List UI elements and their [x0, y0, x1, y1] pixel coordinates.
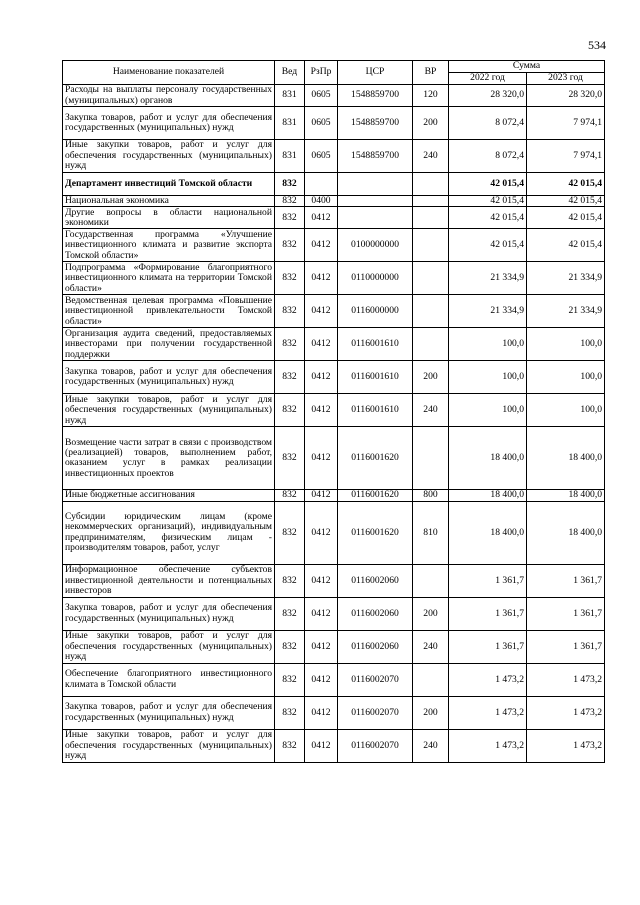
row-sum-2022: 18 400,0: [449, 501, 527, 564]
row-name: Закупка товаров, работ и услуг для обеспечения государственных (муниципальных) нужд: [63, 597, 275, 630]
row-rzpr: 0412: [305, 564, 338, 597]
row-sum-2022: 42 015,4: [449, 196, 527, 207]
row-rzpr: 0412: [305, 295, 338, 328]
row-csr: 0116002060: [338, 597, 413, 630]
row-name: Иные закупки товаров, работ и услуг для обеспечения государственных (муниципальных) нужд: [63, 394, 275, 427]
table-row: [63, 85, 605, 107]
row-sum-2023: 21 334,9: [527, 295, 605, 328]
row-vr: 200: [413, 361, 449, 394]
table-row: [63, 295, 605, 328]
row-ved: 831: [275, 85, 305, 107]
table-row: [63, 361, 605, 394]
row-rzpr: 0400: [305, 196, 338, 207]
row-csr: 0100000000: [338, 229, 413, 262]
row-rzpr: 0412: [305, 630, 338, 663]
table-header: [63, 61, 605, 85]
row-sum-2023: 100,0: [527, 328, 605, 361]
budget-table: [62, 60, 605, 763]
row-sum-2023: 7 974,1: [527, 107, 605, 140]
table-row: [63, 427, 605, 490]
row-ved: 832: [275, 696, 305, 729]
row-name: Иные закупки товаров, работ и услуг для обеспечения государственных (муниципальных) нужд: [63, 630, 275, 663]
row-sum-2023: 18 400,0: [527, 501, 605, 564]
row-sum-2023: 100,0: [527, 394, 605, 427]
row-vr: [413, 229, 449, 262]
table-row: [63, 501, 605, 564]
header-csr: ЦСР: [338, 61, 413, 85]
row-sum-2023: 1 473,2: [527, 729, 605, 762]
row-sum-2022: 21 334,9: [449, 295, 527, 328]
table-row: [63, 229, 605, 262]
row-name: Закупка товаров, работ и услуг для обеспечения государственных (муниципальных) нужд: [63, 361, 275, 394]
header-vr: ВР: [413, 61, 449, 85]
row-vr: 240: [413, 729, 449, 762]
row-ved: 832: [275, 630, 305, 663]
row-ved: 832: [275, 295, 305, 328]
row-vr: 240: [413, 140, 449, 173]
row-rzpr: 0605: [305, 107, 338, 140]
row-csr: 1548859700: [338, 107, 413, 140]
header-rzpr: РзПр: [305, 61, 338, 85]
row-rzpr: 0412: [305, 490, 338, 501]
row-name: Государственная программа «Улучшение инвестиционного климата и развитие экспорта Томской области»: [63, 229, 275, 262]
row-sum-2023: 1 361,7: [527, 564, 605, 597]
row-sum-2023: 18 400,0: [527, 490, 605, 501]
row-ved: 832: [275, 173, 305, 196]
row-csr: 0116002070: [338, 663, 413, 696]
row-csr: 0116000000: [338, 295, 413, 328]
row-ved: 832: [275, 394, 305, 427]
row-rzpr: 0412: [305, 597, 338, 630]
row-name: Закупка товаров, работ и услуг для обеспечения государственных (муниципальных) нужд: [63, 696, 275, 729]
row-sum-2022: 42 015,4: [449, 207, 527, 229]
row-sum-2022: 1 473,2: [449, 663, 527, 696]
row-vr: [413, 207, 449, 229]
row-sum-2022: 8 072,4: [449, 140, 527, 173]
row-sum-2022: 28 320,0: [449, 85, 527, 107]
row-sum-2022: 42 015,4: [449, 173, 527, 196]
row-name: Обеспечение благоприятного инвестиционного климата в Томской области: [63, 663, 275, 696]
row-rzpr: 0412: [305, 361, 338, 394]
row-sum-2022: 18 400,0: [449, 490, 527, 501]
row-name: Иные закупки товаров, работ и услуг для обеспечения государственных (муниципальных) нужд: [63, 140, 275, 173]
row-sum-2023: 1 361,7: [527, 597, 605, 630]
row-ved: 832: [275, 501, 305, 564]
table-row: [63, 597, 605, 630]
row-csr: 0116002060: [338, 564, 413, 597]
row-csr: 0116001620: [338, 501, 413, 564]
row-csr: [338, 196, 413, 207]
row-sum-2023: 18 400,0: [527, 427, 605, 490]
row-ved: 832: [275, 207, 305, 229]
row-rzpr: 0605: [305, 85, 338, 107]
row-name: Информационное обеспечение субъектов инвестиционной деятельности и потенциальных инвесторов: [63, 564, 275, 597]
row-csr: 0116001620: [338, 427, 413, 490]
row-rzpr: 0412: [305, 229, 338, 262]
table-row: [63, 729, 605, 762]
page-number: 534: [588, 38, 606, 52]
row-vr: 810: [413, 501, 449, 564]
table-row: [63, 207, 605, 229]
row-ved: 831: [275, 107, 305, 140]
table-body: [63, 85, 605, 763]
row-csr: 0116001610: [338, 361, 413, 394]
row-csr: 0116002070: [338, 696, 413, 729]
row-name: Субсидии юридическим лицам (кроме некоммерческих организаций), индивидуальным предпринимателям, физическим лицам - производителям товаров, работ, услуг: [63, 501, 275, 564]
row-name: Возмещение части затрат в связи с производством (реализацией) товаров, выполнением работ, оказанием услуг в рамках реализации инвестиционных проектов: [63, 427, 275, 490]
row-ved: 832: [275, 361, 305, 394]
row-sum-2023: 42 015,4: [527, 229, 605, 262]
row-ved: 832: [275, 729, 305, 762]
row-sum-2022: 1 361,7: [449, 630, 527, 663]
row-rzpr: 0412: [305, 328, 338, 361]
header-year-2023: 2023 год: [527, 73, 605, 85]
row-csr: 1548859700: [338, 140, 413, 173]
table-row: [63, 262, 605, 295]
row-csr: 0116001610: [338, 394, 413, 427]
row-vr: [413, 564, 449, 597]
row-rzpr: 0412: [305, 729, 338, 762]
row-rzpr: 0605: [305, 140, 338, 173]
row-sum-2022: 1 473,2: [449, 696, 527, 729]
row-sum-2023: 28 320,0: [527, 85, 605, 107]
row-vr: [413, 262, 449, 295]
row-sum-2023: 1 361,7: [527, 630, 605, 663]
row-rzpr: 0412: [305, 262, 338, 295]
row-ved: 832: [275, 490, 305, 501]
row-ved: 832: [275, 196, 305, 207]
row-name: Другие вопросы в области национальной экономики: [63, 207, 275, 229]
row-ved: 832: [275, 262, 305, 295]
header-sum: Сумма: [449, 61, 605, 73]
row-csr: 0116002060: [338, 630, 413, 663]
row-rzpr: 0412: [305, 696, 338, 729]
row-ved: 832: [275, 564, 305, 597]
row-sum-2023: 1 473,2: [527, 696, 605, 729]
row-ved: 832: [275, 229, 305, 262]
row-vr: 200: [413, 107, 449, 140]
row-name: Национальная экономика: [63, 196, 275, 207]
header-ved: Вед: [275, 61, 305, 85]
table-row: [63, 663, 605, 696]
row-vr: [413, 196, 449, 207]
table-row: [63, 196, 605, 207]
row-vr: 200: [413, 597, 449, 630]
header-year-2022: 2022 год: [449, 73, 527, 85]
row-name: Департамент инвестиций Томской области: [63, 173, 275, 196]
row-sum-2022: 8 072,4: [449, 107, 527, 140]
row-sum-2022: 1 473,2: [449, 729, 527, 762]
row-sum-2023: 42 015,4: [527, 207, 605, 229]
table-row: [63, 140, 605, 173]
row-rzpr: 0412: [305, 501, 338, 564]
row-sum-2023: 42 015,4: [527, 173, 605, 196]
row-sum-2022: 100,0: [449, 328, 527, 361]
row-name: Иные бюджетные ассигнования: [63, 490, 275, 501]
row-sum-2023: 42 015,4: [527, 196, 605, 207]
row-sum-2022: 1 361,7: [449, 597, 527, 630]
table-row: [63, 630, 605, 663]
row-ved: 832: [275, 597, 305, 630]
table-row: [63, 490, 605, 501]
row-vr: 240: [413, 630, 449, 663]
row-csr: 1548859700: [338, 85, 413, 107]
row-sum-2022: 42 015,4: [449, 229, 527, 262]
row-ved: 831: [275, 140, 305, 173]
row-name: Иные закупки товаров, работ и услуг для обеспечения государственных (муниципальных) нужд: [63, 729, 275, 762]
row-ved: 832: [275, 427, 305, 490]
row-name: Расходы на выплаты персоналу государственных (муниципальных) органов: [63, 85, 275, 107]
row-vr: 800: [413, 490, 449, 501]
row-csr: [338, 173, 413, 196]
row-csr: 0116001610: [338, 328, 413, 361]
table-row: [63, 564, 605, 597]
row-sum-2023: 1 473,2: [527, 663, 605, 696]
table-row: [63, 173, 605, 196]
table-row: [63, 696, 605, 729]
row-ved: 832: [275, 663, 305, 696]
row-sum-2022: 1 361,7: [449, 564, 527, 597]
table-row: [63, 107, 605, 140]
row-vr: [413, 295, 449, 328]
row-vr: [413, 173, 449, 196]
row-csr: 0110000000: [338, 262, 413, 295]
row-sum-2023: 7 974,1: [527, 140, 605, 173]
row-rzpr: 0412: [305, 427, 338, 490]
row-vr: 240: [413, 394, 449, 427]
table-row: [63, 394, 605, 427]
row-vr: [413, 427, 449, 490]
table-row: [63, 328, 605, 361]
row-rzpr: [305, 173, 338, 196]
row-sum-2023: 100,0: [527, 361, 605, 394]
row-csr: 0116001620: [338, 490, 413, 501]
row-sum-2023: 21 334,9: [527, 262, 605, 295]
row-csr: [338, 207, 413, 229]
row-csr: 0116002070: [338, 729, 413, 762]
row-name: Закупка товаров, работ и услуг для обеспечения государственных (муниципальных) нужд: [63, 107, 275, 140]
row-vr: 120: [413, 85, 449, 107]
row-sum-2022: 21 334,9: [449, 262, 527, 295]
row-name: Подпрограмма «Формирование благоприятного инвестиционного климата на территории Томской области»: [63, 262, 275, 295]
row-rzpr: 0412: [305, 394, 338, 427]
row-rzpr: 0412: [305, 207, 338, 229]
row-sum-2022: 100,0: [449, 394, 527, 427]
row-ved: 832: [275, 328, 305, 361]
row-name: Организация аудита сведений, предоставляемых инвесторами при получении государственной поддержки: [63, 328, 275, 361]
header-name: Наименование показателей: [63, 61, 275, 85]
row-vr: [413, 663, 449, 696]
row-rzpr: 0412: [305, 663, 338, 696]
row-sum-2022: 18 400,0: [449, 427, 527, 490]
row-sum-2022: 100,0: [449, 361, 527, 394]
row-vr: [413, 328, 449, 361]
row-name: Ведомственная целевая программа «Повышение инвестиционной привлекательности Томской области»: [63, 295, 275, 328]
row-vr: 200: [413, 696, 449, 729]
